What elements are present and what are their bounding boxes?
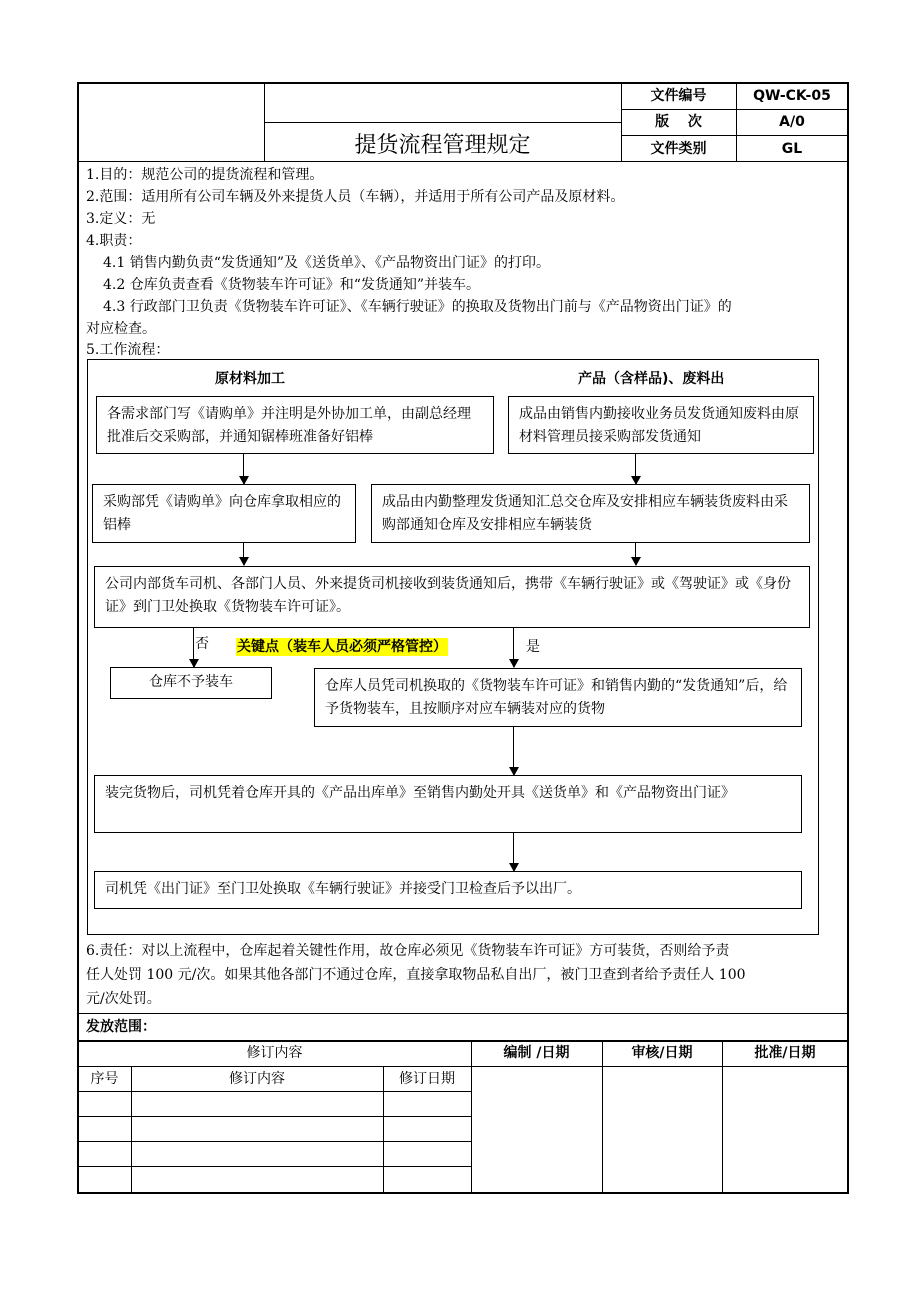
header-divider xyxy=(78,161,848,162)
section-responsibility: 6.责任：对以上流程中，仓库起着关键性作用，故仓库必须见《货物装车许可证》方可装货，否则给予责 xyxy=(86,943,730,959)
field-label-version: 版 次 xyxy=(655,114,702,130)
flow-step-no-loading: 仓库不予装车 xyxy=(110,667,272,699)
flow-label-yes: 是 xyxy=(526,639,540,655)
flow-key-point: 关键点（装车人员必须严格管控） xyxy=(237,639,447,655)
flow-step-warehouse-loading: 仓库人员凭司机换取的《货物装车许可证》和销售内勤的“发货通知”后，给予货物装车，且按顺序对应车辆装对应的货物 xyxy=(314,668,802,727)
col-date-header: 修订日期 xyxy=(399,1071,455,1087)
section-workflow-title: 5.工作流程： xyxy=(86,342,170,358)
header-divider xyxy=(621,135,848,136)
col-content-header: 修订内容 xyxy=(229,1071,285,1087)
duty-item: 4.1 销售内勤负责“发货通知”及《送货单》、《产品物资出门证》的打印。 xyxy=(103,255,551,271)
review-date-header: 审核/日期 xyxy=(631,1045,693,1061)
flow-arrow xyxy=(513,727,514,775)
section-definition: 3.定义：无 xyxy=(86,211,156,227)
section-duties-title: 4.职责： xyxy=(86,233,142,249)
footer-divider xyxy=(78,1091,471,1092)
flow-step-delivery-docs: 装完货物后，司机凭着仓库开具的《产品出库单》至销售内勤处开具《送货单》和《产品物资出门证》 xyxy=(94,775,802,833)
col-seq-header: 序号 xyxy=(90,1071,119,1087)
document-title: 提货流程管理规定 xyxy=(354,133,531,158)
distribution-label: 发放范围： xyxy=(86,1019,156,1035)
flow-step-shipping-notice: 成品由销售内勤接收业务员发货通知废料由原材料管理员接采购部发货通知 xyxy=(508,396,814,454)
flow-arrow xyxy=(243,543,244,565)
footer-divider xyxy=(78,1040,848,1042)
revision-content-header: 修订内容 xyxy=(246,1045,303,1061)
flow-arrow-no xyxy=(193,628,194,667)
footer-divider xyxy=(471,1040,472,1193)
field-label-category: 文件类别 xyxy=(650,141,707,157)
section-responsibility: 元/次处罚。 xyxy=(86,991,161,1007)
flow-step-driver-permit: 公司内部货车司机、各部门人员、外来提货司机接收到装货通知后，携带《车辆行驶证》或《驾驶证》或《身份证》到门卫处换取《货物装车许可证》。 xyxy=(94,566,810,628)
flow-arrow xyxy=(243,454,244,484)
flow-arrow xyxy=(635,543,636,565)
flow-arrow xyxy=(635,454,636,484)
flow-left-heading: 原材料加工 xyxy=(215,371,285,387)
header-divider xyxy=(264,122,621,123)
approve-date-header: 批准/日期 xyxy=(754,1045,816,1061)
duty-item: 4.3 行政部门卫负责《货物装车许可证》、《车辆行驶证》的换取及货物出门前与《产品物资出门证》的 xyxy=(103,299,732,315)
footer-divider xyxy=(78,1066,848,1067)
flow-arrow xyxy=(513,833,514,871)
section-responsibility: 任人处罚 100 元/次。如果其他各部门不通过仓库，直接拿取物品私自出厂，被门卫查到者给予责任人 100 xyxy=(86,967,746,983)
footer-divider xyxy=(78,1141,471,1142)
section-purpose: 1.目的：规范公司的提货流程和管理。 xyxy=(86,167,324,183)
flow-step-purchase-dept: 采购部凭《请购单》向仓库拿取相应的铝棒 xyxy=(92,484,356,543)
compile-date-header: 编制 /日期 xyxy=(503,1045,570,1061)
flow-right-heading: 产品（含样品)、废料出 xyxy=(578,371,725,387)
footer-divider xyxy=(78,1116,471,1117)
footer-divider xyxy=(78,1013,848,1014)
flow-step-purchase-request: 各需求部门写《请购单》并注明是外协加工单，由副总经理批准后交采购部，并通知锯棒班准备好铝棒 xyxy=(96,396,494,454)
footer-divider xyxy=(602,1040,603,1193)
flow-step-loading-arrangement: 成品由内勤整理发货通知汇总交仓库及安排相应车辆装货废料由采购部通知仓库及安排相应车辆装货 xyxy=(371,484,810,543)
duty-item-continued: 对应检查。 xyxy=(86,321,156,337)
field-value-version: A/0 xyxy=(779,114,805,130)
field-value-category: GL xyxy=(781,141,803,157)
duty-item: 4.2 仓库负责查看《货物装车许可证》和“发货通知”并装车。 xyxy=(103,277,481,293)
header-divider xyxy=(621,109,848,110)
section-scope: 2.范围：适用所有公司车辆及外来提货人员（车辆），并适用于所有公司产品及原材料。 xyxy=(86,189,625,205)
footer-divider xyxy=(78,1166,471,1167)
field-label-doc-number: 文件编号 xyxy=(650,88,707,104)
flow-arrow-yes xyxy=(513,628,514,667)
field-value-doc-number: QW-CK-05 xyxy=(753,88,831,104)
footer-divider xyxy=(722,1040,723,1193)
flow-label-no: 否 xyxy=(195,636,209,652)
flow-step-exit: 司机凭《出门证》至门卫处换取《车辆行驶证》并接受门卫检查后予以出厂。 xyxy=(94,871,802,909)
